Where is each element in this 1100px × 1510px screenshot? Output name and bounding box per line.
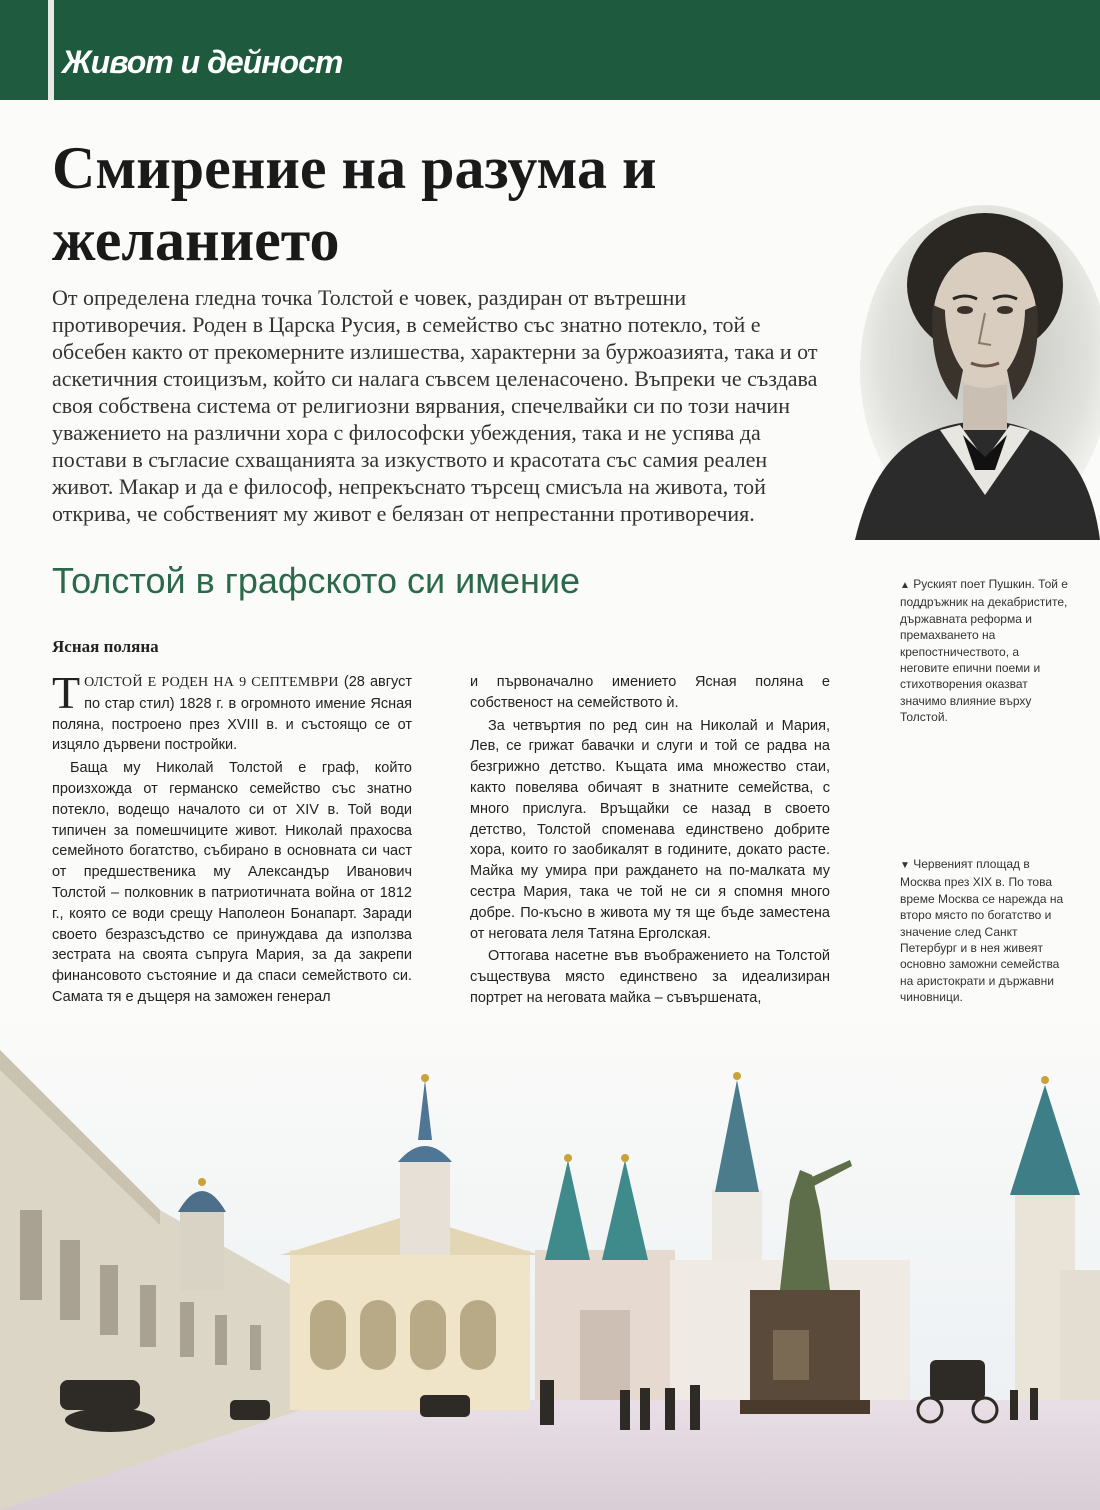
page-title-line2: желанието (52, 207, 340, 273)
section-label: Живот и дейност (62, 44, 343, 80)
col1-paragraph-1 (52, 667, 412, 756)
drop-cap: Т (52, 667, 81, 718)
page-title (52, 132, 812, 276)
intro-paragraph: От определена гледна точка Толстой е човек, раздиран от вътрешни противоречия. Роден в Царска Русия, в семейство със знатно потекло, той е обсебен както от прекомерните излишества, характерни за буржоазията, така и от аскетичния стоицизъм, който си налага съвсем целенасочено. Въпреки че създава своя собствена система от религиозни вярвания, спечелвайки си по този начин уважението на различни хора с философски убеждения, така и не успява да постави в съгласие схващанията за изкуството и красотата със самия реален живот. Макар и да е философ, непрекъснато търсещ смисъла на живота, той открива, че собственият му живот е белязан от непрестанни противоречия. (52, 285, 818, 526)
caption-pushkin-text: Руският поет Пушкин. Той е поддръжник на декабристите, държавната реформа и премахването на крепостничеството, а неговите епични поеми и стихотворения оказват значимо влияние върху Толстой. (900, 577, 1068, 725)
arrow-down-icon: ▼ (900, 860, 910, 871)
arrow-up-icon: ▲ (900, 580, 910, 591)
col2-paragraph-1: и първоначално имението Ясная поляна е собственост на семейството ѝ. (470, 674, 830, 711)
pushkin-portrait (845, 195, 1100, 540)
lead-smallcaps: ОЛСТОЙ Е РОДЕН НА 9 СЕПТЕМВРИ (84, 675, 339, 690)
col2-paragraph-3: Оттогава насетне във въображението на Толстой съществува място единствено за идеализиран портрет на неговата майка – съвършената, (470, 948, 830, 1006)
caption-pushkin (900, 576, 1070, 726)
caption-red-square-text: Червеният площад в Москва през XIX в. По това време Москва се нарежда на второ място по богатство и значение след Санкт Петербург и в нея живеят основно заможни семейства на аристократи и държавни чиновници. (900, 857, 1064, 1005)
text-column-right (470, 672, 830, 1011)
col1-p1-rest: (28 август по стар стил) 1828 г. в огромното имение Ясная поляна, построено през XVIII в. и състоящо се от изцяло дървени постройки. (52, 674, 412, 754)
section-subheading: Толстой в графското си имение (52, 560, 581, 601)
caption-red-square (900, 856, 1070, 1006)
red-square-illustration (0, 1010, 1100, 1510)
mini-heading: Ясная поляна (52, 637, 159, 656)
page-title-line1: Смирение на разума и (52, 135, 657, 201)
col2-paragraph-2: За четвъртия по ред син на Николай и Мария, Лев, се грижат бавачки и слуги и той се радва на безгрижно детство. Къщата има множество стаи, както повелява обичаят в знатните семейства, с много прислуга. Връщайки се назад в своето детство, Толстой споменава единствено добрите хора, които го заобикалят в годините, докато расте. Майка му умира при раждането на по-малката му сестра Мария, така че той не си я спомня много добре. По-късно в живота му тя ще бъде заместена от неговата леля Татяна Ерголская. (470, 717, 830, 942)
col1-paragraph-2: Баща му Николай Толстой е граф, който произхожда от германско семейство със знатно потекло, водещо началото си от XIV в. Той води типичен за помешчиците живот. Николай прахосва семейното богатство, събирано в основната си част от предшественика му Александър Иванович Толстой – полковник в патриотичната война от 1812 г., която се води срещу Наполеон Бонапарт. Заради своето безразсъдство се принуждава да използва зестрата на своята съпруга Мария, за да закрепи финансовото състояние и да спаси семейството си. Самата тя е дъщеря на заможен генерал (52, 760, 412, 1005)
text-column-left (52, 667, 412, 1010)
